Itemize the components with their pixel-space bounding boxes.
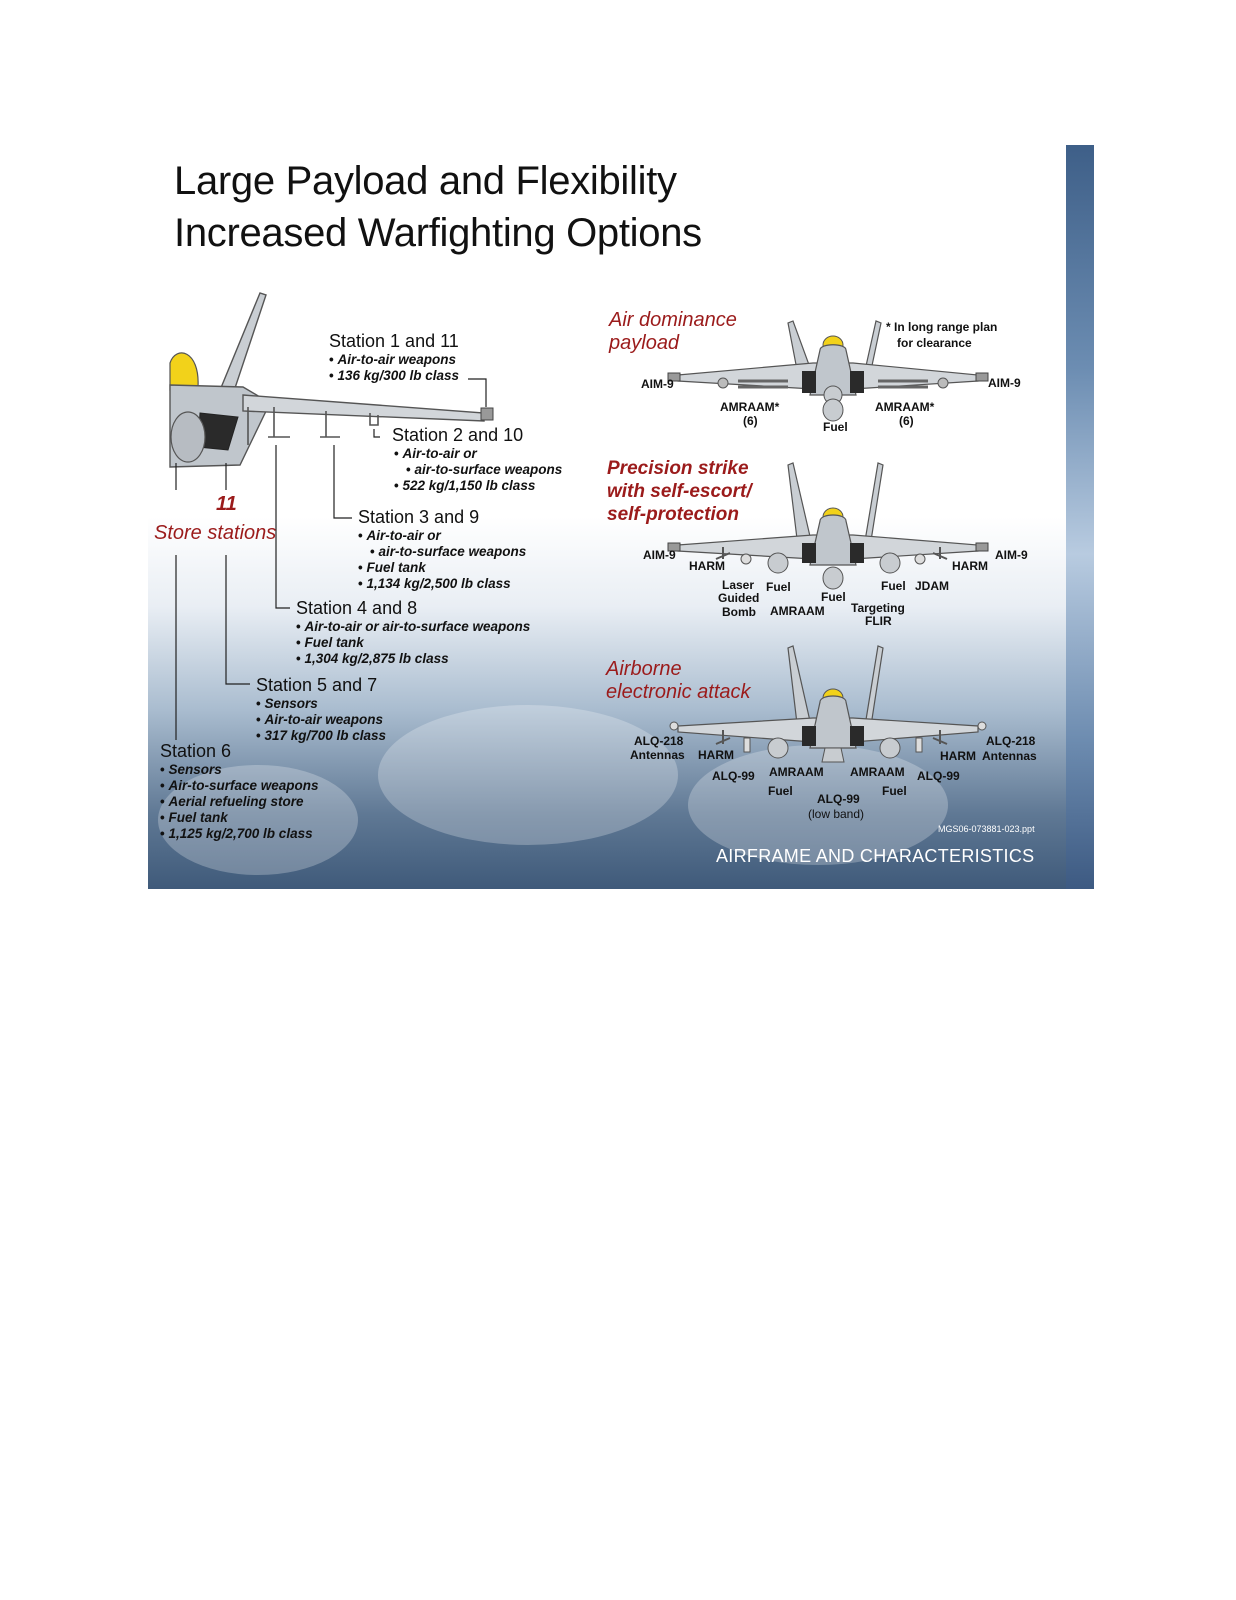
config-2-label-harm-right: HARM (952, 559, 988, 573)
config-3-label-antennas-right: Antennas (982, 749, 1037, 763)
station-detail: • Fuel tank (358, 560, 526, 576)
station-3-9-heading: Station 3 and 9 (358, 507, 480, 527)
aircraft-air-dominance (628, 285, 1048, 435)
station-1-11-heading: Station 1 and 11 (329, 331, 459, 351)
wingtip-launcher (481, 408, 493, 420)
station-3-9-details (358, 528, 526, 592)
station-detail: • 136 kg/300 lb class (329, 368, 459, 384)
config-3-label-fuel-left: Fuel (768, 784, 793, 798)
station-detail: • 317 kg/700 lb class (256, 728, 386, 744)
station-1-11-details (329, 352, 459, 384)
slide-title-line-2: Increased Warfighting Options (174, 211, 702, 255)
config-3-label-alq218-right: ALQ-218 (986, 734, 1036, 748)
config-2-label-fuel-right: Fuel (881, 579, 906, 593)
station-detail: • air-to-surface weapons (358, 544, 526, 560)
station-detail: • 522 kg/1,150 lb class (394, 478, 562, 494)
config-3-label-alq218-left: ALQ-218 (634, 734, 684, 748)
config-2-label-jdam: JDAM (915, 579, 950, 593)
config-2-label-aim9-right: AIM-9 (995, 548, 1028, 562)
config-3-label-fuel-right: Fuel (882, 784, 907, 798)
config-3-label-alq99-left: ALQ-99 (712, 769, 755, 783)
config-1-label-aim9-right: AIM-9 (988, 376, 1021, 390)
station-4-8-details (296, 619, 530, 667)
station-detail: • 1,304 kg/2,875 lb class (296, 651, 530, 667)
footer-title: AIRFRAME AND CHARACTERISTICS (716, 846, 1035, 866)
station-6-heading: Station 6 (160, 741, 232, 761)
config-2-label-targeting-line-2: FLIR (865, 614, 892, 628)
config-2-title-line-1: Precision strike (607, 458, 749, 479)
config-3-title-line-2: electronic attack (606, 681, 751, 703)
station-5-7-details (256, 696, 386, 744)
config-3-label-harm-right: HARM (940, 749, 976, 763)
config-3-label-amraam-left: AMRAAM (769, 765, 824, 779)
leader-station-2-10 (374, 429, 380, 437)
config-1-note-line-2: for clearance (897, 336, 972, 350)
config-2-label-laser-line-3: Bomb (722, 605, 756, 619)
station-detail: • Air-to-air or (394, 446, 562, 462)
station-2-10-heading: Station 2 and 10 (392, 425, 524, 445)
station-detail: • Air-to-surface weapons (160, 778, 319, 794)
config-1-title-line-2: payload (609, 332, 680, 354)
config-2-title-line-2: with self-escort/ (607, 481, 752, 502)
station-detail: • 1,125 kg/2,700 lb class (160, 826, 319, 842)
store-stations-count: 11 (216, 493, 237, 515)
station-5-7-heading: Station 5 and 7 (256, 675, 378, 695)
config-3-label-antennas-left: Antennas (630, 748, 685, 762)
config-2-label-targeting-line-1: Targeting (851, 601, 905, 615)
config-2-label-fuel-left: Fuel (766, 580, 791, 594)
station-detail: • Sensors (160, 762, 319, 778)
station-detail: • Air-to-air weapons (256, 712, 386, 728)
file-reference: MGS06-073881-023.ppt (938, 824, 1035, 834)
leader-station-4-8 (276, 445, 290, 608)
config-2-label-aim9-left: AIM-9 (643, 548, 676, 562)
station-detail: • 1,134 kg/2,500 lb class (358, 576, 526, 592)
config-3-label-low-band: (low band) (808, 807, 865, 821)
wing (243, 395, 484, 421)
aircraft-precision-strike (628, 455, 1048, 605)
station-detail: • Air-to-air or (358, 528, 526, 544)
config-3-label-alq99-center: ALQ-99 (817, 792, 860, 806)
leader-station-1-11 (468, 379, 486, 407)
slide (148, 145, 1094, 889)
config-3-label-amraam-right: AMRAAM (850, 765, 905, 779)
station-6-details (160, 762, 319, 842)
config-3-title-line-1: Airborne (606, 658, 682, 680)
config-2-label-laser-line-1: Laser (722, 578, 755, 592)
config-1-note-line-1: * In long range plan (886, 320, 998, 334)
station-2-10-details (394, 446, 562, 494)
config-1-title-line-1: Air dominance (609, 309, 737, 331)
config-1-label-aim9-left: AIM-9 (641, 377, 674, 391)
config-3-label-harm-left: HARM (698, 748, 734, 762)
aircraft-electronic-attack (628, 640, 1048, 790)
config-1-label-amraam-right-count: (6) (899, 414, 914, 428)
leader-station-3-9 (334, 445, 352, 518)
station-detail: • Fuel tank (296, 635, 530, 651)
store-stations-label: Store stations (154, 522, 277, 544)
config-1-label-amraam-left: AMRAAM* (720, 400, 780, 414)
config-2-label-fuel-center: Fuel (821, 590, 846, 604)
config-1-label-amraam-left-count: (6) (743, 414, 758, 428)
config-1-label-fuel: Fuel (823, 420, 848, 434)
station-detail: • Aerial refueling store (160, 794, 319, 810)
config-2-label-amraam: AMRAAM (770, 604, 825, 618)
config-1-label-amraam-right: AMRAAM* (875, 400, 935, 414)
station-4-8-heading: Station 4 and 8 (296, 598, 418, 618)
engine-ring (171, 412, 205, 462)
station-detail: • Sensors (256, 696, 386, 712)
config-2-title-line-3: self-protection (607, 504, 739, 525)
station-detail: • air-to-surface weapons (394, 462, 562, 478)
config-2-label-harm-left: HARM (689, 559, 725, 573)
slide-title-line-1: Large Payload and Flexibility (174, 159, 677, 203)
station-detail: • Fuel tank (160, 810, 319, 826)
config-2-label-laser-line-2: Guided (718, 591, 760, 605)
config-3-label-alq99-right: ALQ-99 (917, 769, 960, 783)
tail-fin (218, 293, 266, 397)
station-detail: • Air-to-air or air-to-surface weapons (296, 619, 530, 635)
station-detail: • Air-to-air weapons (329, 352, 459, 368)
decorative-strip (1066, 145, 1094, 889)
